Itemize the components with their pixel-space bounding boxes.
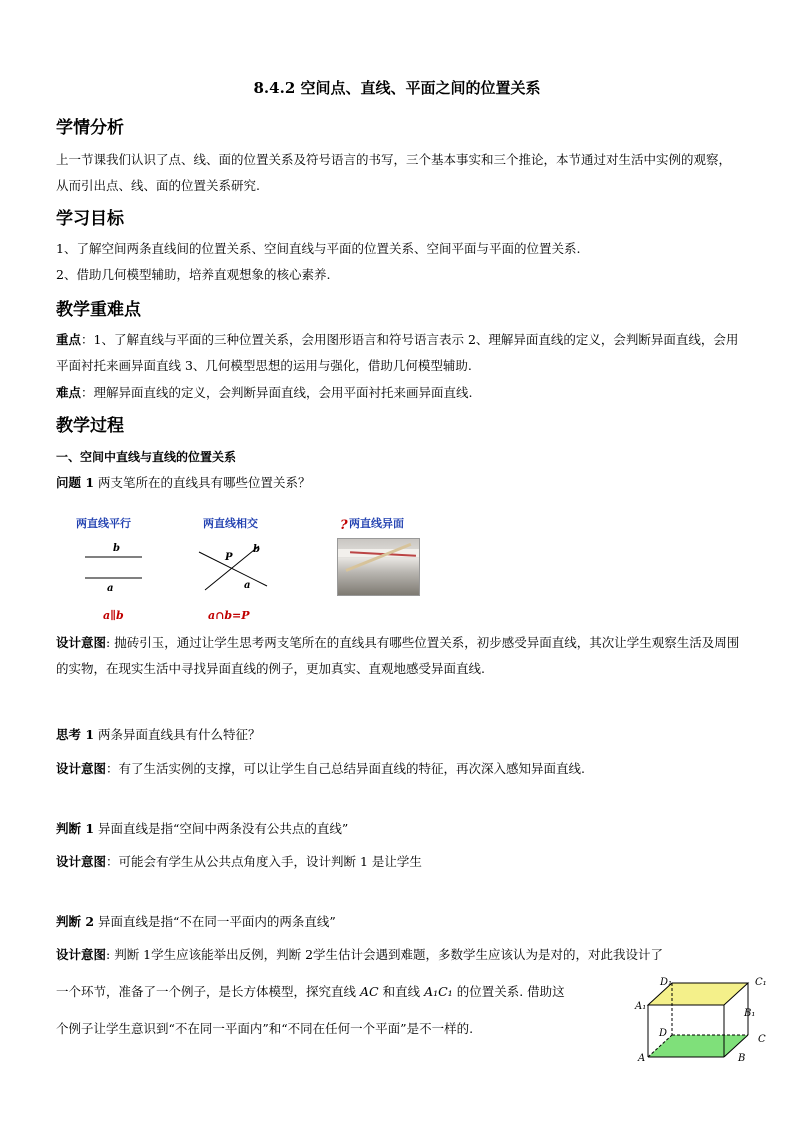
question-1-text: 两支笔所在的直线具有哪些位置关系？ xyxy=(94,475,311,490)
judge-2 xyxy=(56,909,740,935)
subheading-line-line: 一、空间中直线与直线的位置关系 xyxy=(56,450,237,464)
analysis-text: 上一节课我们认识了点、线、面的位置关系及符号语言的书写，三个基本事实和三个推论，本节通过对生活中实例的观察，从而引出点、线、面的位置关系研究. xyxy=(56,152,732,193)
line-ac: AC xyxy=(360,984,379,999)
intent-1-label: 设计意图 xyxy=(56,635,107,650)
line-a1c1: A₁C₁ xyxy=(424,984,453,999)
heading-analysis: 学情分析 xyxy=(56,118,124,138)
heading-process: 教学过程 xyxy=(56,416,124,436)
cuboid-diagram xyxy=(630,975,780,1075)
parallel-label-b: b xyxy=(113,543,120,554)
difficulty-body: ：理解异面直线的定义，会判断异面直线，会用平面衬托来画异面直线. xyxy=(81,385,473,400)
skew-question-mark: ? xyxy=(340,518,348,533)
intent-3-label: 设计意图 xyxy=(56,854,107,869)
photo-pen-bottom xyxy=(345,543,411,572)
intent-4-text-c: 和直线 xyxy=(382,984,421,999)
skew-figure-title: 两直线异面 xyxy=(349,517,404,530)
intersect-caption: a∩b=P xyxy=(208,609,250,622)
intent-2-text: ：有了生活实例的支撑，可以让学生自己总结异面直线的特征，再次深入感知异面直线. xyxy=(106,761,585,776)
two-pens-photo xyxy=(337,538,420,596)
difficulty-label: 难点 xyxy=(56,385,82,400)
cuboid-label-c1: C₁ xyxy=(755,977,767,988)
design-intent-4-line2 xyxy=(56,979,636,1005)
design-intent-2 xyxy=(56,756,740,782)
intersect-label-b: b xyxy=(253,544,260,555)
cuboid-label-d: D xyxy=(659,1028,668,1039)
intersect-label-a: a xyxy=(244,580,251,591)
intent-4-label: 设计意图 xyxy=(56,947,107,962)
difficulty-text xyxy=(56,380,740,406)
cuboid-label-d1: D₁ xyxy=(660,977,673,988)
intent-1-text: : 抛砖引玉，通过让学生思考两支笔所在的直线具有哪些位置关系，初步感受异面直线，其次让学生观察生活及周围的实物，在现实生活中寻找异面直线的例子，更加真实、直观地感受异面直线. xyxy=(56,635,740,676)
design-intent-1 xyxy=(56,630,740,682)
intersecting-lines-diagram xyxy=(195,538,275,594)
intent-2-label: 设计意图 xyxy=(56,761,107,776)
intersect-figure-title: 两直线相交 xyxy=(203,517,258,530)
design-intent-3 xyxy=(56,849,740,875)
parallel-figure-title: 两直线平行 xyxy=(76,517,131,530)
judge-1 xyxy=(56,816,740,842)
think-1-text: 两条异面直线具有什么特征？ xyxy=(94,727,261,742)
key-label: 重点 xyxy=(56,332,82,347)
question-1 xyxy=(56,470,740,496)
judge-1-label: 判断 1 xyxy=(56,821,95,836)
design-intent-4-line1 xyxy=(56,942,740,968)
cuboid-label-b: B xyxy=(738,1053,746,1064)
think-1-label: 思考 1 xyxy=(56,727,95,742)
heading-goals: 学习目标 xyxy=(56,209,124,229)
cuboid-label-b1: B₁ xyxy=(744,1008,756,1019)
intersect-label-p: P xyxy=(225,552,233,563)
think-1 xyxy=(56,722,740,748)
design-intent-4-line3: 个例子让学生意识到“不在同一平面内”和“不同在任何一个平面”是不一样的. xyxy=(56,1021,474,1036)
judge-2-text: 异面直线是指“不在同一平面内的两条直线” xyxy=(94,914,336,929)
key-points-text xyxy=(56,327,740,379)
intent-3-text: ：可能会有学生从公共点角度入手，设计判断 1 是让学生 xyxy=(106,854,422,869)
cuboid-label-a1: A₁ xyxy=(635,1001,647,1012)
page-title: 8.4.2 空间点、直线、平面之间的位置关系 xyxy=(253,79,541,97)
intent-4-text-a: : 判断 1学生应该能举出反例，判断 2学生估计会遇到难题，多数学生应该认为是对的，对此我设计了 xyxy=(106,947,664,962)
question-1-label: 问题 1 xyxy=(56,475,95,490)
intent-4-text-b: 一个环节，准备了一个例子，是长方体模型，探究直线 xyxy=(56,984,357,999)
goal-2: 2、借助几何模型辅助，培养直观想象的核心素养. xyxy=(56,267,331,282)
parallel-caption: a∥b xyxy=(103,609,124,622)
cuboid-label-a: A xyxy=(638,1053,646,1064)
heading-key-points: 教学重难点 xyxy=(56,300,141,320)
judge-2-label: 判断 2 xyxy=(56,914,95,929)
judge-1-text: 异面直线是指“空间中两条没有公共点的直线” xyxy=(94,821,349,836)
parallel-label-a: a xyxy=(107,583,114,594)
cuboid-label-c: C xyxy=(758,1034,766,1045)
intent-4-text-d: 的位置关系. 借助这 xyxy=(456,984,565,999)
goal-1: 1、了解空间两条直线间的位置关系、空间直线与平面的位置关系、空间平面与平面的位置关系. xyxy=(56,241,581,256)
key-text: ：1、了解直线与平面的三种位置关系，会用图形语言和符号语言表示 2、理解异面直线的定义，会判断异面直线，会用平面衬托来画异面直线 3、几何模型思想的运用与强化，借助几何模型辅助. xyxy=(56,332,739,373)
